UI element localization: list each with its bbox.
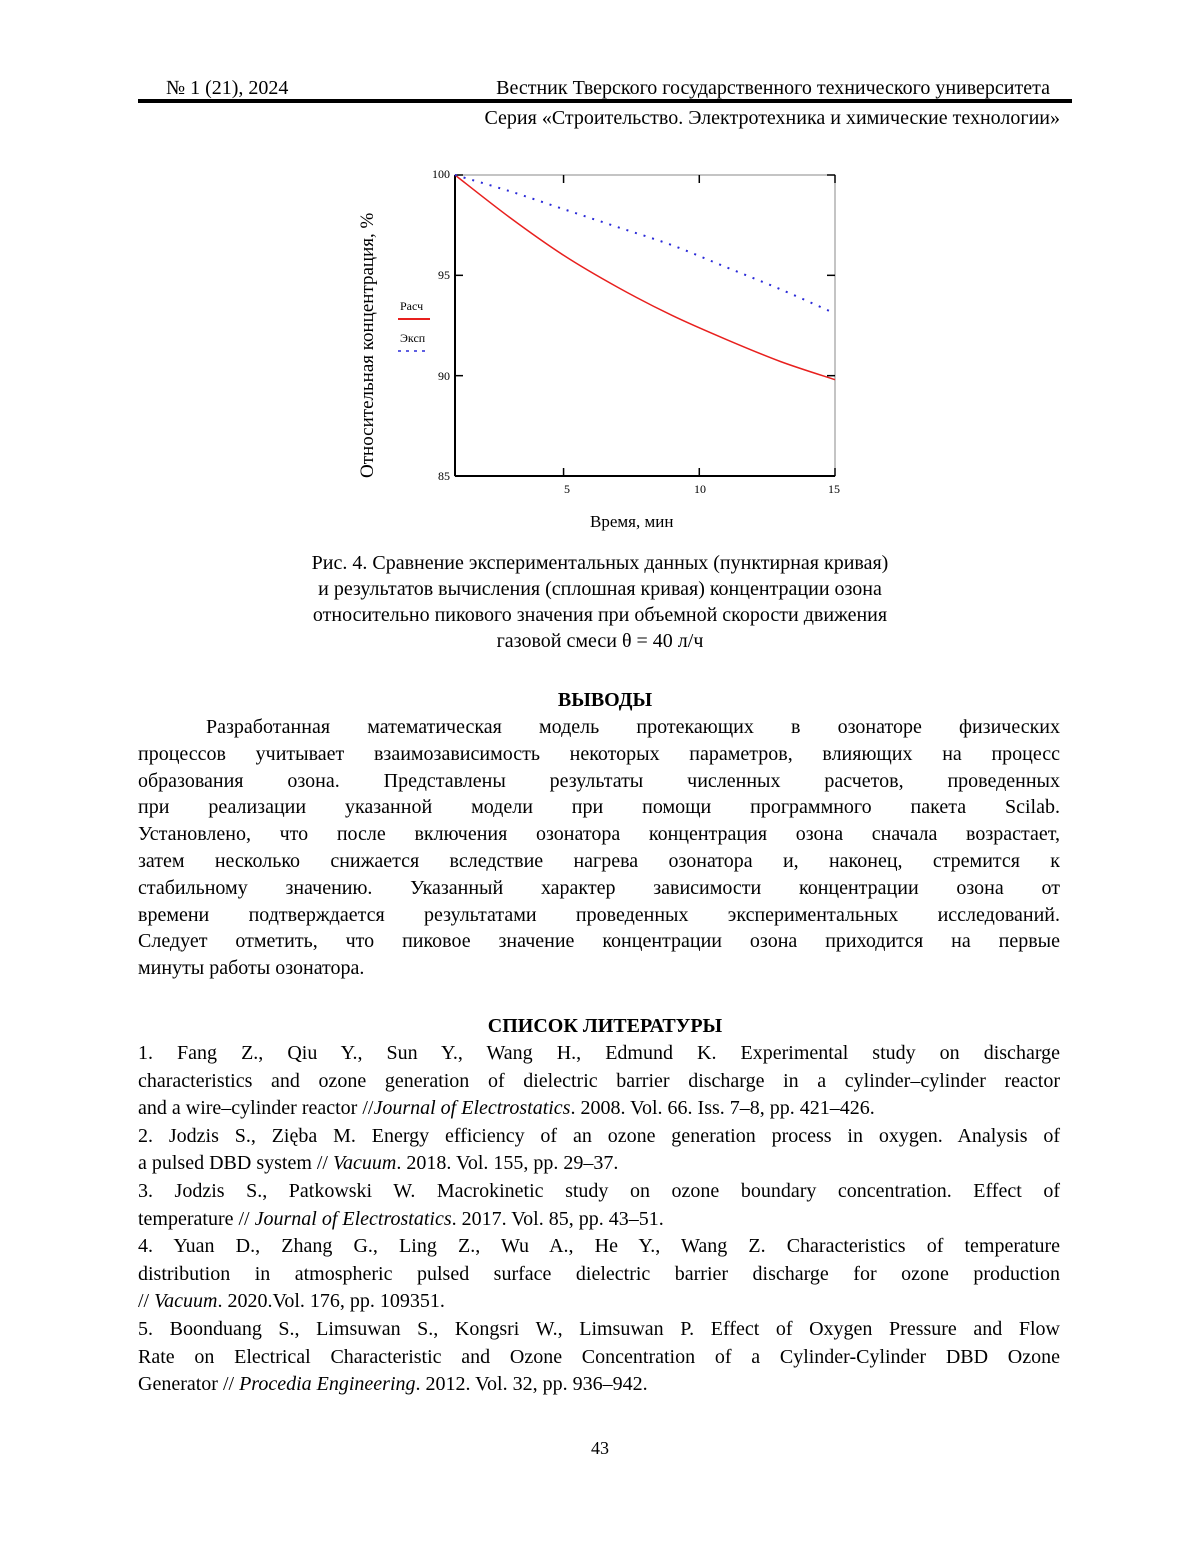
reference-line: 1. Fang Z., Qiu Y., Sun Y., Wang H., Edmund K. Experimental study on discharge: [138, 1042, 1060, 1064]
reference-line: characteristics and ozone generation of dielectric barrier discharge in a cylinder–cylinder reactor: [138, 1069, 1060, 1092]
text-line: при реализации указанной модели при помощи программного пакета Scilab.: [138, 796, 1060, 819]
y-tick-90: 90: [438, 369, 450, 383]
text-line: процессов учитывает взаимозависимость некоторых параметров, влияющих на процесс: [138, 742, 1060, 765]
reference-line: temperature // Journal of Electrostatics. 2017. Vol. 85, pp. 43–51.: [138, 1207, 664, 1230]
y-tick-85: 85: [438, 469, 450, 483]
text-line: Следует отметить, что пиковое значение концентрации озона приходится на первые: [138, 930, 1060, 953]
series-title: Серия «Строительство. Электротехника и химические технологии»: [484, 107, 1060, 129]
text-line: Разработанная математическая модель протекающих в озонаторе физических: [206, 716, 1060, 738]
reference-line: 2. Jodzis S., Zięba M. Energy efficiency of an ozone generation process in oxygen. Analysis of: [138, 1124, 1060, 1147]
reference-line: 5. Boonduang S., Limsuwan S., Kongsri W., Limsuwan P. Effect of Oxygen Pressure and Flow: [138, 1317, 1060, 1340]
x-tick-10: 10: [694, 482, 706, 496]
reference-line: // Vacuum. 2020.Vol. 176, pp. 109351.: [138, 1290, 445, 1313]
text-line: образования озона. Представлены результаты численных расчетов, проведенных: [138, 769, 1060, 792]
caption-line: относительно пикового значения при объемной скорости движения: [312, 604, 888, 626]
running-header: [138, 76, 1072, 100]
reference-line: a pulsed DBD system // Vacuum. 2018. Vol. 155, pp. 29–37.: [138, 1152, 619, 1175]
reference-line: 3. Jodzis S., Patkowski W. Macrokinetic study on ozone boundary concentration. Effect of: [138, 1179, 1060, 1202]
caption-line: и результатов вычисления (сплошная кривая) концентрации озона: [318, 578, 882, 600]
references-list: [138, 1040, 1060, 1399]
y-tick-100: 100: [432, 167, 450, 181]
y-axis-label-text: Относительная концентрация, %: [357, 212, 378, 478]
reference-line: Rate on Electrical Characteristic and Ozone Concentration of a Cylinder-Cylinder DBD Ozone: [138, 1345, 1060, 1368]
conclusions-paragraph: [138, 714, 1060, 982]
header-rule: [138, 99, 1072, 103]
figure-4-chart: [350, 160, 850, 540]
x-axis-label: Время, мин: [590, 512, 674, 531]
text-line: затем несколько снижается вследствие нагрева озонатора и, наконец, стремится к: [138, 849, 1060, 872]
reference-line: 4. Yuan D., Zhang G., Ling Z., Wu A., He Y., Wang Z. Characteristics of temperature: [138, 1235, 1060, 1258]
legend-label-exp: Эксп: [400, 331, 426, 345]
legend-label-calc: Расч: [400, 299, 424, 313]
text-line: минуты работы озонатора.: [138, 957, 365, 980]
series-experimental-line: [455, 175, 835, 313]
journal-title: Вестник Тверского государственного технического университета: [496, 77, 1050, 99]
x-tick-15: 15: [828, 482, 840, 496]
text-line: времени подтверждается результатами проведенных экспериментальных исследований.: [138, 903, 1060, 926]
references-heading: СПИСОК ЛИТЕРАТУРЫ: [487, 1015, 723, 1037]
y-tick-95: 95: [438, 268, 450, 282]
conclusions-heading: ВЫВОДЫ: [557, 689, 653, 711]
reference-line: Generator // Procedia Engineering. 2012. Vol. 32, pp. 936–942.: [138, 1373, 648, 1396]
figure-caption: [200, 550, 1000, 654]
text-line: стабильному значению. Указанный характер зависимости концентрации озона от: [138, 876, 1060, 899]
reference-line: distribution in atmospheric pulsed surface dielectric barrier discharge for ozone production: [138, 1262, 1060, 1285]
series-calculated-line: [455, 175, 835, 380]
page-number: 43: [591, 1438, 609, 1458]
line-chart: [350, 160, 850, 540]
reference-line: and a wire–cylinder reactor //Journal of Electrostatics. 2008. Vol. 66. Iss. 7–8, pp. 421–426.: [138, 1097, 875, 1120]
x-tick-5: 5: [564, 482, 570, 496]
issue-number: № 1 (21), 2024: [166, 77, 289, 99]
caption-line: Рис. 4. Сравнение экспериментальных данных (пунктирная кривая): [311, 552, 889, 574]
caption-line: газовой смеси θ = 40 л/ч: [496, 630, 704, 652]
text-line: Установлено, что после включения озонатора концентрация озона сначала возрастает,: [138, 823, 1060, 846]
